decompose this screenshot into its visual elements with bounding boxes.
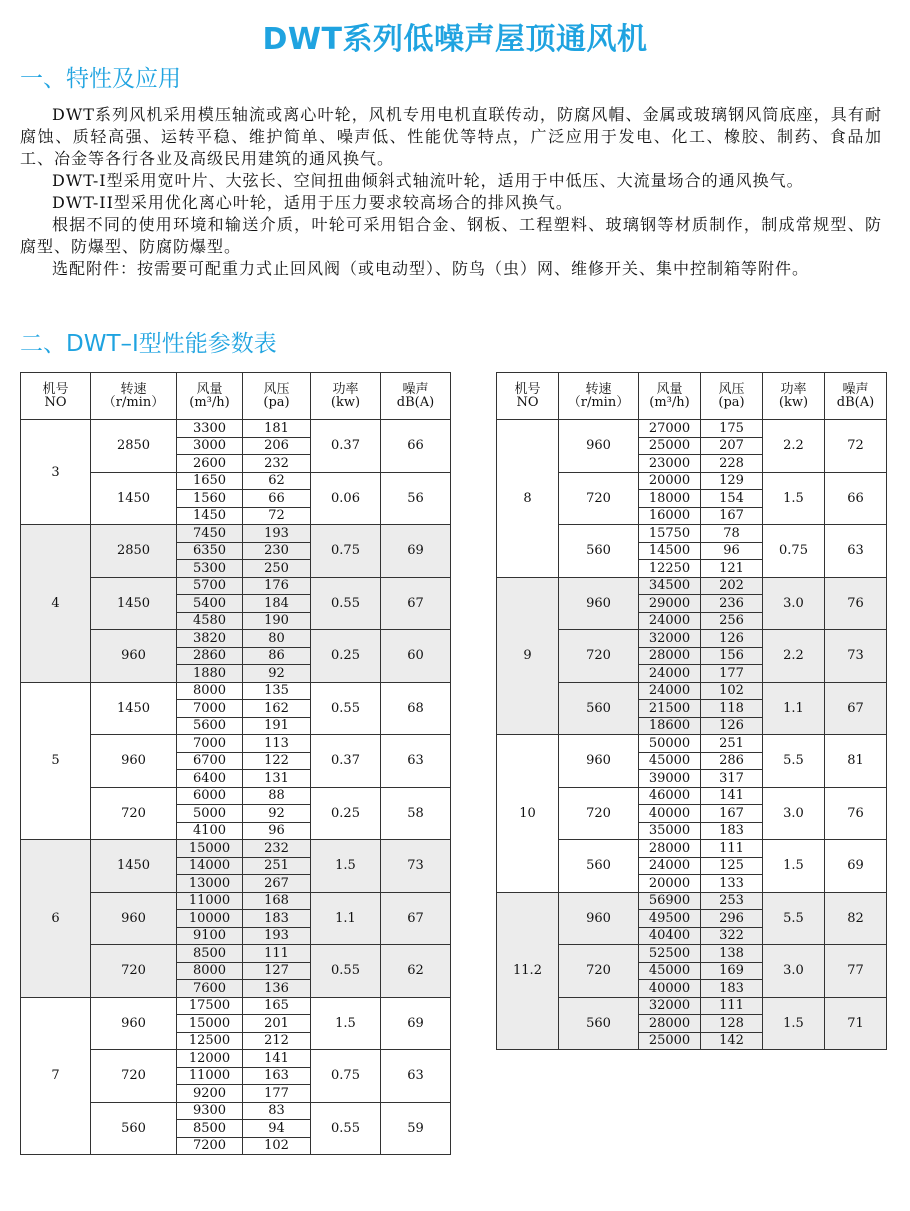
noise-cell: 77 — [825, 945, 887, 998]
airflow-cell: 5600 — [177, 717, 243, 735]
speed-cell: 1450 — [91, 840, 177, 893]
speed-cell: 560 — [559, 682, 639, 735]
noise-cell: 69 — [381, 525, 451, 578]
header-airflow: 风量 (m³/h) — [177, 373, 243, 420]
pressure-cell: 163 — [243, 1067, 311, 1085]
airflow-cell: 3000 — [177, 437, 243, 455]
header-pressure: 风压 (pa) — [701, 373, 763, 420]
airflow-cell: 45000 — [639, 752, 701, 770]
power-cell: 1.5 — [763, 997, 825, 1050]
noise-cell: 82 — [825, 892, 887, 945]
pressure-cell: 88 — [243, 787, 311, 805]
pressure-cell: 317 — [701, 770, 763, 788]
pressure-cell: 78 — [701, 525, 763, 543]
airflow-cell: 15000 — [177, 840, 243, 858]
pressure-cell: 141 — [243, 1050, 311, 1068]
speed-cell: 720 — [91, 787, 177, 840]
intro-paragraph: DWT-I型采用宽叶片、大弦长、空间扭曲倾斜式轴流叶轮，适用于中低压、大流量场合的通风换气。 — [52, 171, 804, 190]
airflow-cell: 7600 — [177, 980, 243, 998]
speed-cell: 2850 — [91, 420, 177, 473]
pressure-cell: 92 — [243, 805, 311, 823]
airflow-cell: 50000 — [639, 735, 701, 753]
pressure-cell: 256 — [701, 612, 763, 630]
power-cell: 3.0 — [763, 787, 825, 840]
power-cell: 0.55 — [311, 945, 381, 998]
airflow-cell: 4580 — [177, 612, 243, 630]
noise-cell: 63 — [381, 1050, 451, 1103]
speed-cell: 720 — [91, 945, 177, 998]
power-cell: 3.0 — [763, 945, 825, 998]
machine-no-cell: 6 — [21, 840, 91, 998]
airflow-cell: 15000 — [177, 1015, 243, 1033]
pressure-cell: 175 — [701, 420, 763, 438]
table-row — [21, 525, 451, 543]
noise-cell: 72 — [825, 420, 887, 473]
airflow-cell: 1560 — [177, 490, 243, 508]
airflow-cell: 20000 — [639, 875, 701, 893]
airflow-cell: 40000 — [639, 980, 701, 998]
speed-cell: 960 — [91, 735, 177, 788]
pressure-cell: 66 — [243, 490, 311, 508]
noise-cell: 73 — [381, 840, 451, 893]
table-row — [21, 682, 451, 700]
machine-no-cell: 7 — [21, 997, 91, 1155]
pressure-cell: 181 — [243, 420, 311, 438]
airflow-cell: 9200 — [177, 1085, 243, 1103]
airflow-cell: 40000 — [639, 805, 701, 823]
machine-no-cell: 5 — [21, 682, 91, 840]
power-cell: 0.25 — [311, 787, 381, 840]
pressure-cell: 228 — [701, 455, 763, 473]
noise-cell: 68 — [381, 682, 451, 735]
airflow-cell: 3820 — [177, 630, 243, 648]
airflow-cell: 46000 — [639, 787, 701, 805]
pressure-cell: 154 — [701, 490, 763, 508]
table-body — [497, 420, 887, 1050]
pressure-cell: 165 — [243, 997, 311, 1015]
noise-cell: 63 — [381, 735, 451, 788]
noise-cell: 63 — [825, 525, 887, 578]
speed-cell: 560 — [559, 997, 639, 1050]
pressure-cell: 129 — [701, 472, 763, 490]
airflow-cell: 5700 — [177, 577, 243, 595]
airflow-cell: 18000 — [639, 490, 701, 508]
pressure-cell: 122 — [243, 752, 311, 770]
speed-cell: 960 — [91, 630, 177, 683]
table-body — [21, 420, 451, 1155]
pressure-cell: 156 — [701, 647, 763, 665]
pressure-cell: 232 — [243, 840, 311, 858]
pressure-cell: 96 — [701, 542, 763, 560]
power-cell: 1.5 — [763, 840, 825, 893]
noise-cell: 58 — [381, 787, 451, 840]
airflow-cell: 28000 — [639, 647, 701, 665]
noise-cell: 66 — [381, 420, 451, 473]
pressure-cell: 296 — [701, 910, 763, 928]
noise-cell: 67 — [825, 682, 887, 735]
pressure-cell: 113 — [243, 735, 311, 753]
header-airflow: 风量 (m³/h) — [639, 373, 701, 420]
pressure-cell: 193 — [243, 525, 311, 543]
header-no: 机号 NO — [21, 373, 91, 420]
pressure-cell: 176 — [243, 577, 311, 595]
machine-no-cell: 3 — [21, 420, 91, 525]
speed-cell: 1450 — [91, 472, 177, 525]
pressure-cell: 102 — [243, 1137, 311, 1155]
airflow-cell: 9100 — [177, 927, 243, 945]
airflow-cell: 6000 — [177, 787, 243, 805]
pressure-cell: 162 — [243, 700, 311, 718]
power-cell: 1.5 — [763, 472, 825, 525]
noise-cell: 76 — [825, 577, 887, 630]
pressure-cell: 230 — [243, 542, 311, 560]
pressure-cell: 133 — [701, 875, 763, 893]
airflow-cell: 25000 — [639, 1032, 701, 1050]
pressure-cell: 183 — [243, 910, 311, 928]
pressure-cell: 183 — [701, 980, 763, 998]
power-cell: 5.5 — [763, 735, 825, 788]
machine-no-cell: 9 — [497, 577, 559, 735]
header-noise: 噪声 dB(A) — [381, 373, 451, 420]
power-cell: 1.1 — [763, 682, 825, 735]
speed-cell: 960 — [91, 997, 177, 1050]
pressure-cell: 201 — [243, 1015, 311, 1033]
power-cell: 0.55 — [311, 682, 381, 735]
pressure-cell: 72 — [243, 507, 311, 525]
pressure-cell: 94 — [243, 1120, 311, 1138]
airflow-cell: 24000 — [639, 682, 701, 700]
speed-cell: 960 — [559, 420, 639, 473]
table-row — [21, 420, 451, 438]
pressure-cell: 138 — [701, 945, 763, 963]
pressure-cell: 118 — [701, 700, 763, 718]
airflow-cell: 18600 — [639, 717, 701, 735]
pressure-cell: 62 — [243, 472, 311, 490]
airflow-cell: 8000 — [177, 962, 243, 980]
pressure-cell: 191 — [243, 717, 311, 735]
header-power: 功率 (kw) — [763, 373, 825, 420]
airflow-cell: 29000 — [639, 595, 701, 613]
pressure-cell: 193 — [243, 927, 311, 945]
intro-paragraph: DWT系列风机采用模压轴流或离心叶轮，风机专用电机直联传动，防腐风帽、金属或玻璃钢风筒底座，具有耐腐蚀、质轻高强、运转平稳、维护简单、噪声低、性能优等特点，广泛应用于发电、化工、橡胶、制药、食品加工、冶金等各行各业及高级民用建筑的通风换气。 — [20, 105, 882, 168]
power-cell: 0.75 — [763, 525, 825, 578]
pressure-cell: 142 — [701, 1032, 763, 1050]
noise-cell: 76 — [825, 787, 887, 840]
airflow-cell: 5400 — [177, 595, 243, 613]
pressure-cell: 111 — [701, 997, 763, 1015]
pressure-cell: 135 — [243, 682, 311, 700]
airflow-cell: 34500 — [639, 577, 701, 595]
power-cell: 0.55 — [311, 1102, 381, 1155]
section2-heading: 二、DWT–I型性能参数表 — [20, 331, 277, 357]
pressure-cell: 92 — [243, 665, 311, 683]
header-pressure: 风压 (pa) — [243, 373, 311, 420]
pressure-cell: 286 — [701, 752, 763, 770]
machine-no-cell: 4 — [21, 525, 91, 683]
speed-cell: 2850 — [91, 525, 177, 578]
airflow-cell: 20000 — [639, 472, 701, 490]
airflow-cell: 8500 — [177, 1120, 243, 1138]
pressure-cell: 127 — [243, 962, 311, 980]
airflow-cell: 1450 — [177, 507, 243, 525]
airflow-cell: 2860 — [177, 647, 243, 665]
pressure-cell: 212 — [243, 1032, 311, 1050]
power-cell: 2.2 — [763, 630, 825, 683]
header-speed: 转速 （r/min） — [559, 373, 639, 420]
airflow-cell: 17500 — [177, 997, 243, 1015]
power-cell: 0.75 — [311, 525, 381, 578]
noise-cell: 69 — [825, 840, 887, 893]
pressure-cell: 184 — [243, 595, 311, 613]
pressure-cell: 141 — [701, 787, 763, 805]
table-row — [497, 735, 887, 753]
speed-cell: 960 — [559, 892, 639, 945]
machine-no-cell: 8 — [497, 420, 559, 578]
speed-cell: 960 — [559, 577, 639, 630]
pressure-cell: 167 — [701, 805, 763, 823]
table-row — [497, 577, 887, 595]
pressure-cell: 125 — [701, 857, 763, 875]
pressure-cell: 136 — [243, 980, 311, 998]
power-cell: 5.5 — [763, 892, 825, 945]
pressure-cell: 177 — [701, 665, 763, 683]
airflow-cell: 14500 — [639, 542, 701, 560]
pressure-cell: 168 — [243, 892, 311, 910]
noise-cell: 81 — [825, 735, 887, 788]
speed-cell: 720 — [559, 787, 639, 840]
pressure-cell: 167 — [701, 507, 763, 525]
speed-cell: 960 — [559, 735, 639, 788]
airflow-cell: 7000 — [177, 700, 243, 718]
airflow-cell: 5000 — [177, 805, 243, 823]
pressure-cell: 251 — [243, 857, 311, 875]
pressure-cell: 202 — [701, 577, 763, 595]
noise-cell: 56 — [381, 472, 451, 525]
airflow-cell: 49500 — [639, 910, 701, 928]
airflow-cell: 1650 — [177, 472, 243, 490]
power-cell: 1.5 — [311, 840, 381, 893]
pressure-cell: 267 — [243, 875, 311, 893]
airflow-cell: 21500 — [639, 700, 701, 718]
pressure-cell: 322 — [701, 927, 763, 945]
airflow-cell: 6700 — [177, 752, 243, 770]
speed-cell: 1450 — [91, 577, 177, 630]
pressure-cell: 207 — [701, 437, 763, 455]
pressure-cell: 131 — [243, 770, 311, 788]
pressure-cell: 80 — [243, 630, 311, 648]
power-cell: 0.06 — [311, 472, 381, 525]
pressure-cell: 111 — [701, 840, 763, 858]
pressure-cell: 183 — [701, 822, 763, 840]
airflow-cell: 28000 — [639, 1015, 701, 1033]
pressure-cell: 190 — [243, 612, 311, 630]
table-row — [21, 840, 451, 858]
power-cell: 0.75 — [311, 1050, 381, 1103]
airflow-cell: 27000 — [639, 420, 701, 438]
pressure-cell: 251 — [701, 735, 763, 753]
airflow-cell: 14000 — [177, 857, 243, 875]
speed-cell: 720 — [559, 945, 639, 998]
pressure-cell: 86 — [243, 647, 311, 665]
airflow-cell: 24000 — [639, 612, 701, 630]
intro-text — [20, 104, 882, 280]
airflow-cell: 25000 — [639, 437, 701, 455]
airflow-cell: 7000 — [177, 735, 243, 753]
airflow-cell: 23000 — [639, 455, 701, 473]
noise-cell: 67 — [381, 577, 451, 630]
speed-cell: 560 — [91, 1102, 177, 1155]
table-header-row — [497, 373, 887, 420]
pressure-cell: 177 — [243, 1085, 311, 1103]
airflow-cell: 8000 — [177, 682, 243, 700]
header-speed: 转速 （r/min） — [91, 373, 177, 420]
airflow-cell: 39000 — [639, 770, 701, 788]
pressure-cell: 128 — [701, 1015, 763, 1033]
noise-cell: 59 — [381, 1102, 451, 1155]
pressure-cell: 83 — [243, 1102, 311, 1120]
speed-cell: 720 — [559, 630, 639, 683]
section1-heading: 一、特性及应用 — [20, 66, 181, 92]
airflow-cell: 3300 — [177, 420, 243, 438]
performance-table-left — [20, 372, 451, 1155]
pressure-cell: 96 — [243, 822, 311, 840]
noise-cell: 60 — [381, 630, 451, 683]
noise-cell: 66 — [825, 472, 887, 525]
machine-no-cell: 10 — [497, 735, 559, 893]
airflow-cell: 13000 — [177, 875, 243, 893]
speed-cell: 960 — [91, 892, 177, 945]
airflow-cell: 52500 — [639, 945, 701, 963]
intro-paragraph: 根据不同的使用环境和输送介质，叶轮可采用铝合金、钢板、工程塑料、玻璃钢等材质制作，制成常规型、防腐型、防爆型、防腐防爆型。 — [20, 215, 882, 256]
airflow-cell: 10000 — [177, 910, 243, 928]
airflow-cell: 1880 — [177, 665, 243, 683]
airflow-cell: 15750 — [639, 525, 701, 543]
header-no: 机号 NO — [497, 373, 559, 420]
airflow-cell: 2600 — [177, 455, 243, 473]
pressure-cell: 126 — [701, 717, 763, 735]
noise-cell: 69 — [381, 997, 451, 1050]
airflow-cell: 16000 — [639, 507, 701, 525]
intro-paragraph: DWT-II型采用优化离心叶轮，适用于压力要求较高场合的排风换气。 — [52, 193, 573, 212]
speed-cell: 560 — [559, 840, 639, 893]
airflow-cell: 5300 — [177, 560, 243, 578]
pressure-cell: 206 — [243, 437, 311, 455]
airflow-cell: 12000 — [177, 1050, 243, 1068]
intro-paragraph: 选配附件：按需要可配重力式止回风阀（或电动型）、防鸟（虫）网、维修开关、集中控制箱等附件。 — [52, 259, 810, 278]
table-row — [497, 420, 887, 438]
airflow-cell: 35000 — [639, 822, 701, 840]
machine-no-cell: 11.2 — [497, 892, 559, 1050]
airflow-cell: 32000 — [639, 997, 701, 1015]
page-title: DWT系列低噪声屋顶通风机 — [262, 22, 648, 57]
header-power: 功率 (kw) — [311, 373, 381, 420]
power-cell: 0.25 — [311, 630, 381, 683]
table-row — [21, 997, 451, 1015]
airflow-cell: 4100 — [177, 822, 243, 840]
airflow-cell: 11000 — [177, 1067, 243, 1085]
airflow-cell: 7200 — [177, 1137, 243, 1155]
pressure-cell: 232 — [243, 455, 311, 473]
speed-cell: 720 — [91, 1050, 177, 1103]
pressure-cell: 253 — [701, 892, 763, 910]
power-cell: 0.55 — [311, 577, 381, 630]
airflow-cell: 56900 — [639, 892, 701, 910]
speed-cell: 560 — [559, 525, 639, 578]
power-cell: 2.2 — [763, 420, 825, 473]
pressure-cell: 169 — [701, 962, 763, 980]
airflow-cell: 7450 — [177, 525, 243, 543]
power-cell: 3.0 — [763, 577, 825, 630]
performance-table-right — [496, 372, 887, 1050]
power-cell: 1.5 — [311, 997, 381, 1050]
table-row — [497, 892, 887, 910]
airflow-cell: 9300 — [177, 1102, 243, 1120]
airflow-cell: 12500 — [177, 1032, 243, 1050]
power-cell: 1.1 — [311, 892, 381, 945]
pressure-cell: 121 — [701, 560, 763, 578]
airflow-cell: 8500 — [177, 945, 243, 963]
airflow-cell: 40400 — [639, 927, 701, 945]
airflow-cell: 45000 — [639, 962, 701, 980]
power-cell: 0.37 — [311, 420, 381, 473]
speed-cell: 1450 — [91, 682, 177, 735]
airflow-cell: 12250 — [639, 560, 701, 578]
header-noise: 噪声 dB(A) — [825, 373, 887, 420]
airflow-cell: 24000 — [639, 665, 701, 683]
pressure-cell: 111 — [243, 945, 311, 963]
pressure-cell: 126 — [701, 630, 763, 648]
pressure-cell: 236 — [701, 595, 763, 613]
power-cell: 0.37 — [311, 735, 381, 788]
noise-cell: 67 — [381, 892, 451, 945]
noise-cell: 73 — [825, 630, 887, 683]
pressure-cell: 102 — [701, 682, 763, 700]
airflow-cell: 32000 — [639, 630, 701, 648]
table-header-row — [21, 373, 451, 420]
noise-cell: 71 — [825, 997, 887, 1050]
airflow-cell: 6350 — [177, 542, 243, 560]
noise-cell: 62 — [381, 945, 451, 998]
airflow-cell: 11000 — [177, 892, 243, 910]
speed-cell: 720 — [559, 472, 639, 525]
airflow-cell: 28000 — [639, 840, 701, 858]
airflow-cell: 24000 — [639, 857, 701, 875]
airflow-cell: 6400 — [177, 770, 243, 788]
pressure-cell: 250 — [243, 560, 311, 578]
